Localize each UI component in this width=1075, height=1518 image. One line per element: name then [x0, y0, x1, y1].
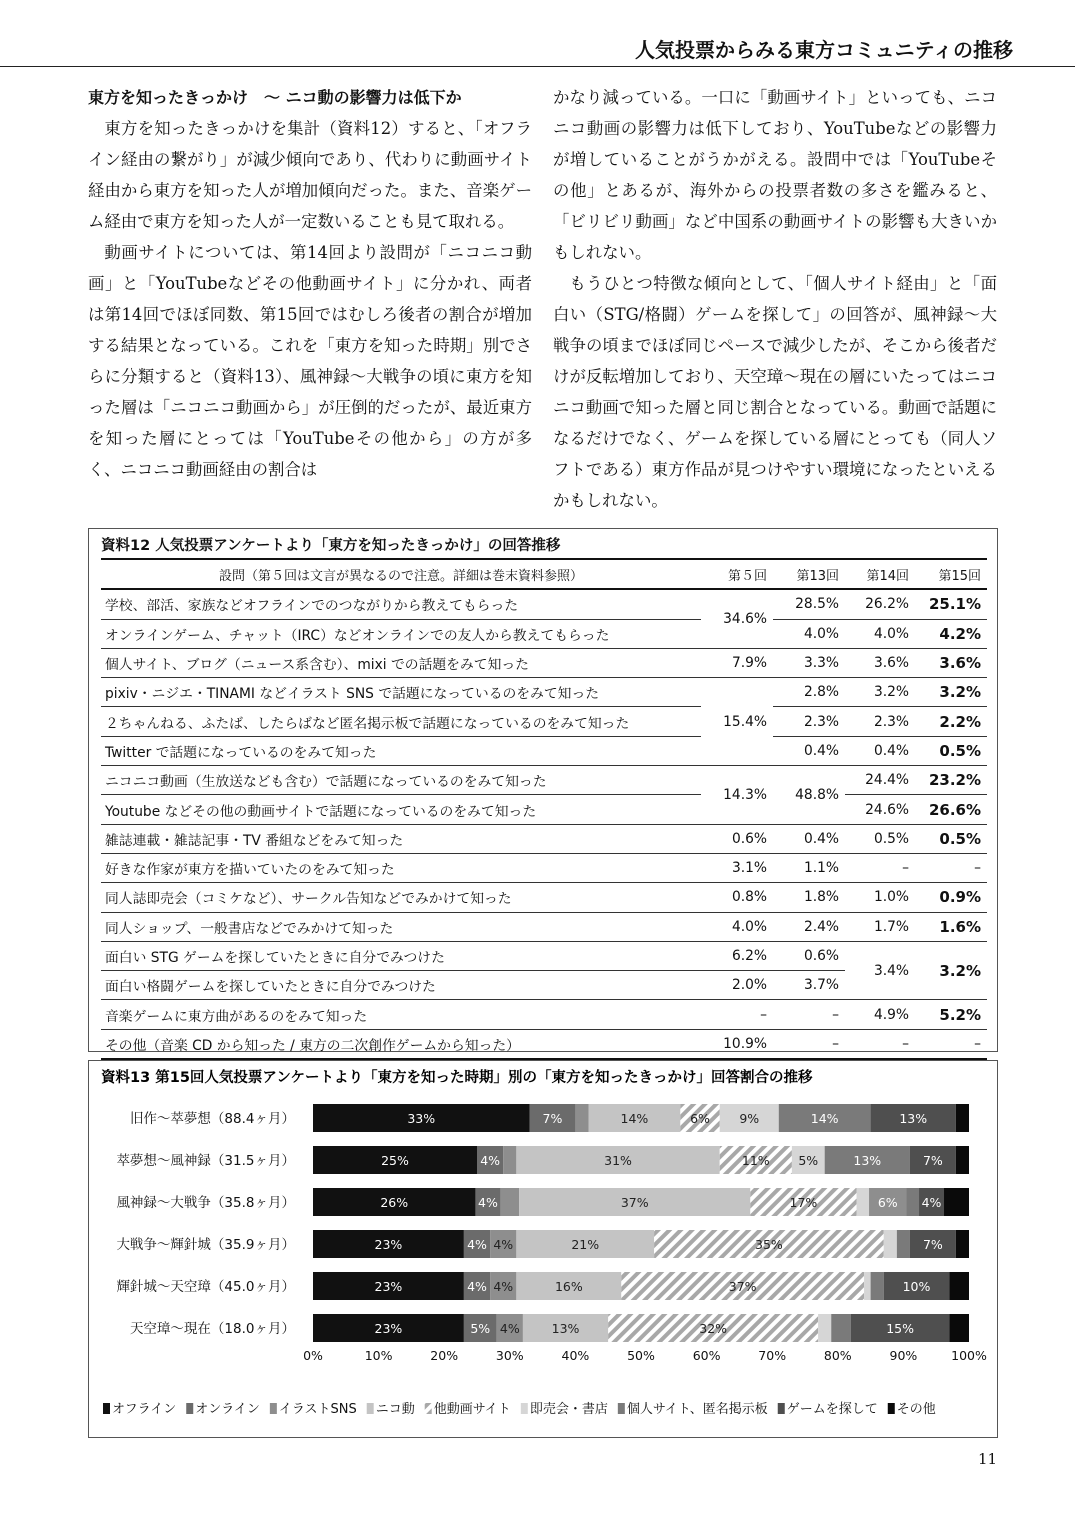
bar-segment [956, 1146, 969, 1174]
paragraph-3: もうひとつ特徴な傾向として、「個人サイト経由」と「面白い（STG/格闘）ゲームを探して」の回答が、風神録〜大戦争の頃までほぼ同じペースで減少したが、そこから後者だけが反転増加しており、天空璋〜現在の層にいたってはニコニコ動画で知った層と同じ割合となっている。動画で話題になるだけでなく、ゲームを探している層にとっても（同人ソフトである）東方作品が見つけやすい環境になったといえるかもしれない。 [553, 274, 997, 510]
bar-segment [884, 1230, 897, 1258]
data-label: 6% [877, 1195, 898, 1210]
data-label: 7% [922, 1237, 943, 1252]
data-label: 5% [798, 1153, 819, 1168]
bar-segment [956, 1104, 969, 1132]
page-number: 11 [978, 1450, 998, 1468]
bar-segment [857, 1188, 869, 1216]
data-label: 32% [699, 1321, 728, 1336]
table-row [101, 736, 987, 765]
cell-v14: 24.4% [845, 766, 915, 795]
cell-v13: 0.4% [773, 824, 845, 853]
data-label: 23% [374, 1321, 403, 1336]
legend-label: ゲームを探して [786, 1402, 878, 1417]
cell-v13: 1.1% [773, 853, 845, 882]
cell-v15: 3.2% [915, 678, 987, 707]
axis-tick-label: 0% [303, 1348, 323, 1363]
data-label: 16% [554, 1279, 583, 1294]
cell-v5: – [701, 1000, 773, 1029]
data-label: 14% [620, 1111, 649, 1126]
table12-box [88, 528, 998, 1052]
table12-title: 資料12 人気投票アンケートより「東方を知ったきっかけ」の回答推移 [101, 538, 561, 554]
chart13-title: 資料13 第15回人気投票アンケートより「東方を知った時期」別の「東方を知ったきっかけ」回答割合の推移 [101, 1070, 813, 1086]
table12-header-5: 第５回 [701, 559, 773, 589]
cell-v13: 3.3% [773, 648, 845, 677]
category-label: 天空璋〜現在（18.0ヶ月） [129, 1321, 295, 1337]
data-label: 4% [478, 1195, 498, 1210]
chart13-box [88, 1060, 998, 1438]
axis-tick-label: 40% [561, 1348, 590, 1363]
data-label: 13% [551, 1321, 580, 1336]
legend-swatch [270, 1403, 277, 1414]
row-label: その他（音楽 CD から知った / 東方の二次創作ゲームから知った） [101, 1029, 701, 1059]
cell-v14: 0.4% [845, 736, 915, 765]
table-row [101, 707, 987, 736]
cell-v14: 3.6% [845, 648, 915, 677]
data-label: 17% [789, 1195, 818, 1210]
row-label: Twitter で話題になっているのをみて知った [101, 736, 701, 765]
axis-tick-label: 70% [758, 1348, 787, 1363]
cell-v14: 3.4% [845, 941, 915, 1000]
data-label: 31% [604, 1153, 632, 1168]
cell-v5: 0.6% [701, 824, 773, 853]
cell-v15: 0.5% [915, 736, 987, 765]
category-label: 風神録〜大戦争（35.8ヶ月） [116, 1195, 295, 1211]
legend-swatch [888, 1403, 895, 1414]
data-label: 33% [407, 1111, 436, 1126]
cell-v13: 2.8% [773, 678, 845, 707]
section-heading: 東方を知ったきっかけ 〜 ニコ動の影響力は低下か [88, 88, 462, 107]
legend-label: 個人サイト、匿名掲示板 [626, 1402, 768, 1417]
row-label: 学校、部活、家族などオフラインでのつながりから教えてもらった [105, 598, 519, 615]
data-label: 7% [922, 1153, 943, 1168]
row-label: pixiv・ニジエ・TINAMI などイラスト SNS で話題になっているのをみて知った [101, 678, 701, 707]
axis-tick-label: 60% [692, 1348, 721, 1363]
data-label: 7% [542, 1111, 563, 1126]
table-row [101, 678, 987, 707]
axis-tick-label: 90% [889, 1348, 918, 1363]
cell-v5: 4.0% [701, 912, 773, 941]
cell-v15: 1.6% [915, 912, 987, 941]
data-label: 4% [467, 1279, 487, 1294]
legend-swatch [778, 1403, 785, 1414]
data-label: 14% [810, 1111, 839, 1126]
row-label: オンラインゲーム、チャット（IRC）などオンラインでの友人から教えてもらった [101, 619, 701, 648]
cell-v13: 28.5% [795, 596, 839, 613]
row-label: 雑誌連載・雑誌記事・TV 番組などをみて知った [101, 824, 701, 853]
data-label: 35% [755, 1237, 783, 1252]
cell-v14: 4.9% [845, 1000, 915, 1029]
legend-label: オフライン [112, 1402, 177, 1417]
table-row [101, 766, 987, 795]
row-label: ２ちゃんねる、ふたば、したらばなど匿名掲示板で話題になっているのをみて知った [101, 707, 701, 736]
category-label: 大戦争〜輝針城（35.9ヶ月） [116, 1237, 295, 1253]
bar-segment [500, 1188, 519, 1216]
axis-tick-label: 50% [627, 1348, 655, 1363]
paragraph-2-continued: かなり減っている。一口に「動画サイト」といっても、ニコニコ動画の影響力は低下しており、YouTubeなどの影響力が増していることがうかがえる。設問中では「YouTubeその他」とあるが、海外からの投票者数の多さを鑑みると、「ビリビリ動画」など中国系の動画サイトの影響も大きいかもしれない。 [553, 88, 997, 262]
table-row [101, 648, 987, 677]
row-label: 面白い STG ゲームを探していたときに自分でみつけた [101, 941, 701, 970]
header-rule [0, 66, 1075, 67]
axis-tick-label: 20% [430, 1348, 459, 1363]
data-label: 23% [374, 1237, 403, 1252]
row-label: ニコニコ動画（生放送なども含む）で話題になっているのをみて知った [101, 766, 701, 795]
cell-v13: 0.4% [773, 736, 845, 765]
bar-segment [503, 1146, 516, 1174]
data-label: 13% [853, 1153, 882, 1168]
data-label: 4% [921, 1195, 942, 1210]
axis-tick-label: 100% [951, 1348, 987, 1363]
running-header: 人気投票からみる東方コミュニティの推移 [635, 38, 1013, 62]
table-row [101, 1029, 987, 1059]
cell-v15: 5.2% [915, 1000, 987, 1029]
cell-v15: 26.6% [915, 795, 987, 824]
bar-segment [897, 1230, 910, 1258]
data-label: 4% [480, 1153, 501, 1168]
cell-v15: 23.2% [915, 766, 987, 795]
legend-swatch [367, 1403, 374, 1414]
data-label: 15% [886, 1321, 915, 1336]
bar-segment [944, 1188, 969, 1216]
table-row [101, 589, 987, 619]
table-row [101, 941, 987, 970]
legend-swatch [618, 1403, 625, 1414]
cell-v13: 1.8% [773, 883, 845, 912]
legend-swatch [521, 1403, 528, 1414]
axis-tick-label: 30% [495, 1348, 524, 1363]
cell-v13: – [773, 1000, 845, 1029]
table12-header-13: 第13回 [773, 559, 845, 589]
legend-label: 即売会・書店 [529, 1402, 608, 1417]
legend-label: ニコ動 [375, 1402, 415, 1417]
cell-v14: 4.0% [845, 619, 915, 648]
cell-v5: 15.4% [701, 678, 773, 766]
bar-segment [831, 1314, 851, 1342]
table-row [101, 883, 987, 912]
row-label: 同人誌即売会（コミケなど）、サークル告知などでみかけて知った [101, 883, 701, 912]
legend-label: イラストSNS [278, 1402, 357, 1417]
cell-v5: 2.0% [701, 971, 773, 1000]
category-label: 輝針城〜天空璋（45.0ヶ月） [116, 1279, 295, 1295]
bar-segment [949, 1314, 969, 1342]
cell-v15: 3.6% [915, 648, 987, 677]
axis-tick-label: 80% [823, 1348, 852, 1363]
table-row [101, 1000, 987, 1029]
cell-v15: 25.1% [928, 595, 981, 614]
paragraph-2: 動画サイトについては、第14回より設問が「ニコニコ動画」と「YouTubeなどその他動画サイト」に分かれ、両者は第14回でほぼ同数、第15回ではむしろ後者の割合が増加する結果となっている。これを「東方を知った時期」別でさらに分類すると（資料13）、風神録〜大戦争の頃に東方を知った層は「ニコニコ動画から」が圧倒的だったが、最近東方を知った層にとっては「YouTubeその他から」の方が多く、ニコニコ動画経由の割合は [88, 243, 532, 479]
row-label: 個人サイト、ブログ（ニュース系含む）、mixi での話題をみて知った [101, 648, 701, 677]
legend-swatch [186, 1403, 193, 1414]
article-column-right [553, 82, 997, 516]
cell-v14: 1.7% [845, 912, 915, 941]
table-row [101, 619, 987, 648]
bar-segment [949, 1272, 969, 1300]
table-row [101, 912, 987, 941]
table-row [101, 824, 987, 853]
category-label: 萃夢想〜風神録（31.5ヶ月） [116, 1153, 295, 1169]
cell-v5: 3.1% [701, 853, 773, 882]
cell-v5: 10.9% [701, 1029, 773, 1059]
data-label: 37% [620, 1195, 649, 1210]
table12 [101, 558, 987, 1060]
cell-v15: 3.2% [915, 941, 987, 1000]
category-label: 旧作〜萃夢想（88.4ヶ月） [129, 1111, 295, 1127]
cell-v14: – [845, 1029, 915, 1059]
legend-label: オンライン [195, 1402, 260, 1417]
cell-v15: 0.5% [915, 824, 987, 853]
bar-segment [864, 1272, 871, 1300]
cell-v15: – [915, 853, 987, 882]
bar-segment [575, 1104, 588, 1132]
bar-segment [907, 1188, 919, 1216]
data-label: 10% [902, 1279, 931, 1294]
row-label: 同人ショップ、一般書店などでみかけて知った [101, 912, 701, 941]
cell-v13: 2.3% [773, 707, 845, 736]
cell-v13: 3.7% [773, 971, 845, 1000]
table-row [101, 795, 987, 824]
bar-segment [956, 1230, 969, 1258]
chart13 [89, 1061, 997, 1437]
axis-tick-label: 10% [364, 1348, 393, 1363]
cell-v15: 4.2% [915, 619, 987, 648]
cell-v14: 24.6% [845, 795, 915, 824]
table-row [101, 853, 987, 882]
article-column-left [88, 82, 532, 485]
cell-v15: 0.9% [915, 883, 987, 912]
data-label: 9% [739, 1111, 760, 1126]
paragraph-1: 東方を知ったきっかけを集計（資料12）すると、「オフライン経由の繋がり」が減少傾向であり、代わりに動画サイト経由から東方を知った人が増加傾向だった。また、音楽ゲーム経由で東方を知った人が一定数いることも見て取れる。 [88, 119, 532, 231]
data-label: 4% [493, 1279, 514, 1294]
cell-v5: 7.9% [701, 648, 773, 677]
bar-segment [871, 1272, 884, 1300]
bar-segment [818, 1314, 831, 1342]
legend-label: その他 [896, 1402, 936, 1417]
cell-v5: 0.8% [701, 883, 773, 912]
row-label: Youtube などその他の動画サイトで話題になっているのをみて知った [101, 795, 701, 824]
row-label: 音楽ゲームに東方曲があるのをみて知った [101, 1000, 701, 1029]
cell-v14: 26.2% [865, 596, 909, 613]
cell-v13: 0.6% [773, 941, 845, 970]
cell-v14: 1.0% [845, 883, 915, 912]
row-label: 好きな作家が東方を描いていたのをみて知った [101, 853, 701, 882]
cell-v15: 2.2% [915, 707, 987, 736]
data-label: 4% [499, 1321, 520, 1336]
data-label: 11% [741, 1153, 770, 1168]
cell-v14: 0.5% [845, 824, 915, 853]
cell-v15: – [915, 1029, 987, 1059]
data-label: 23% [374, 1279, 403, 1294]
cell-v13: 2.4% [773, 912, 845, 941]
cell-v14: 3.2% [845, 678, 915, 707]
row-label: 面白い格闘ゲームを探していたときに自分でみつけた [101, 971, 701, 1000]
cell-v14: – [845, 853, 915, 882]
table12-header-14: 第14回 [845, 559, 915, 589]
legend-label: 他動画サイト [433, 1402, 511, 1417]
data-label: 37% [728, 1279, 757, 1294]
cell-v14: 2.3% [845, 707, 915, 736]
data-label: 5% [470, 1321, 491, 1336]
data-label: 26% [380, 1195, 409, 1210]
cell-v5: 14.3% [701, 766, 773, 825]
data-label: 25% [381, 1153, 409, 1168]
table12-header-question: 設問（第５回は文言が異なるので注意。詳細は巻末資料参照） [101, 559, 701, 589]
legend-swatch [425, 1403, 432, 1414]
data-label: 4% [493, 1237, 514, 1252]
cell-v5: 6.2% [701, 941, 773, 970]
cell-v13: 4.0% [773, 619, 845, 648]
table12-header-15: 第15回 [915, 559, 987, 589]
data-label: 13% [899, 1111, 928, 1126]
data-label: 21% [571, 1237, 600, 1252]
cell-v5: 34.6% [723, 611, 767, 628]
data-label: 4% [467, 1237, 487, 1252]
cell-v13: – [773, 1029, 845, 1059]
cell-v13: 48.8% [773, 766, 845, 825]
legend-swatch [103, 1403, 110, 1414]
data-label: 6% [690, 1111, 710, 1126]
